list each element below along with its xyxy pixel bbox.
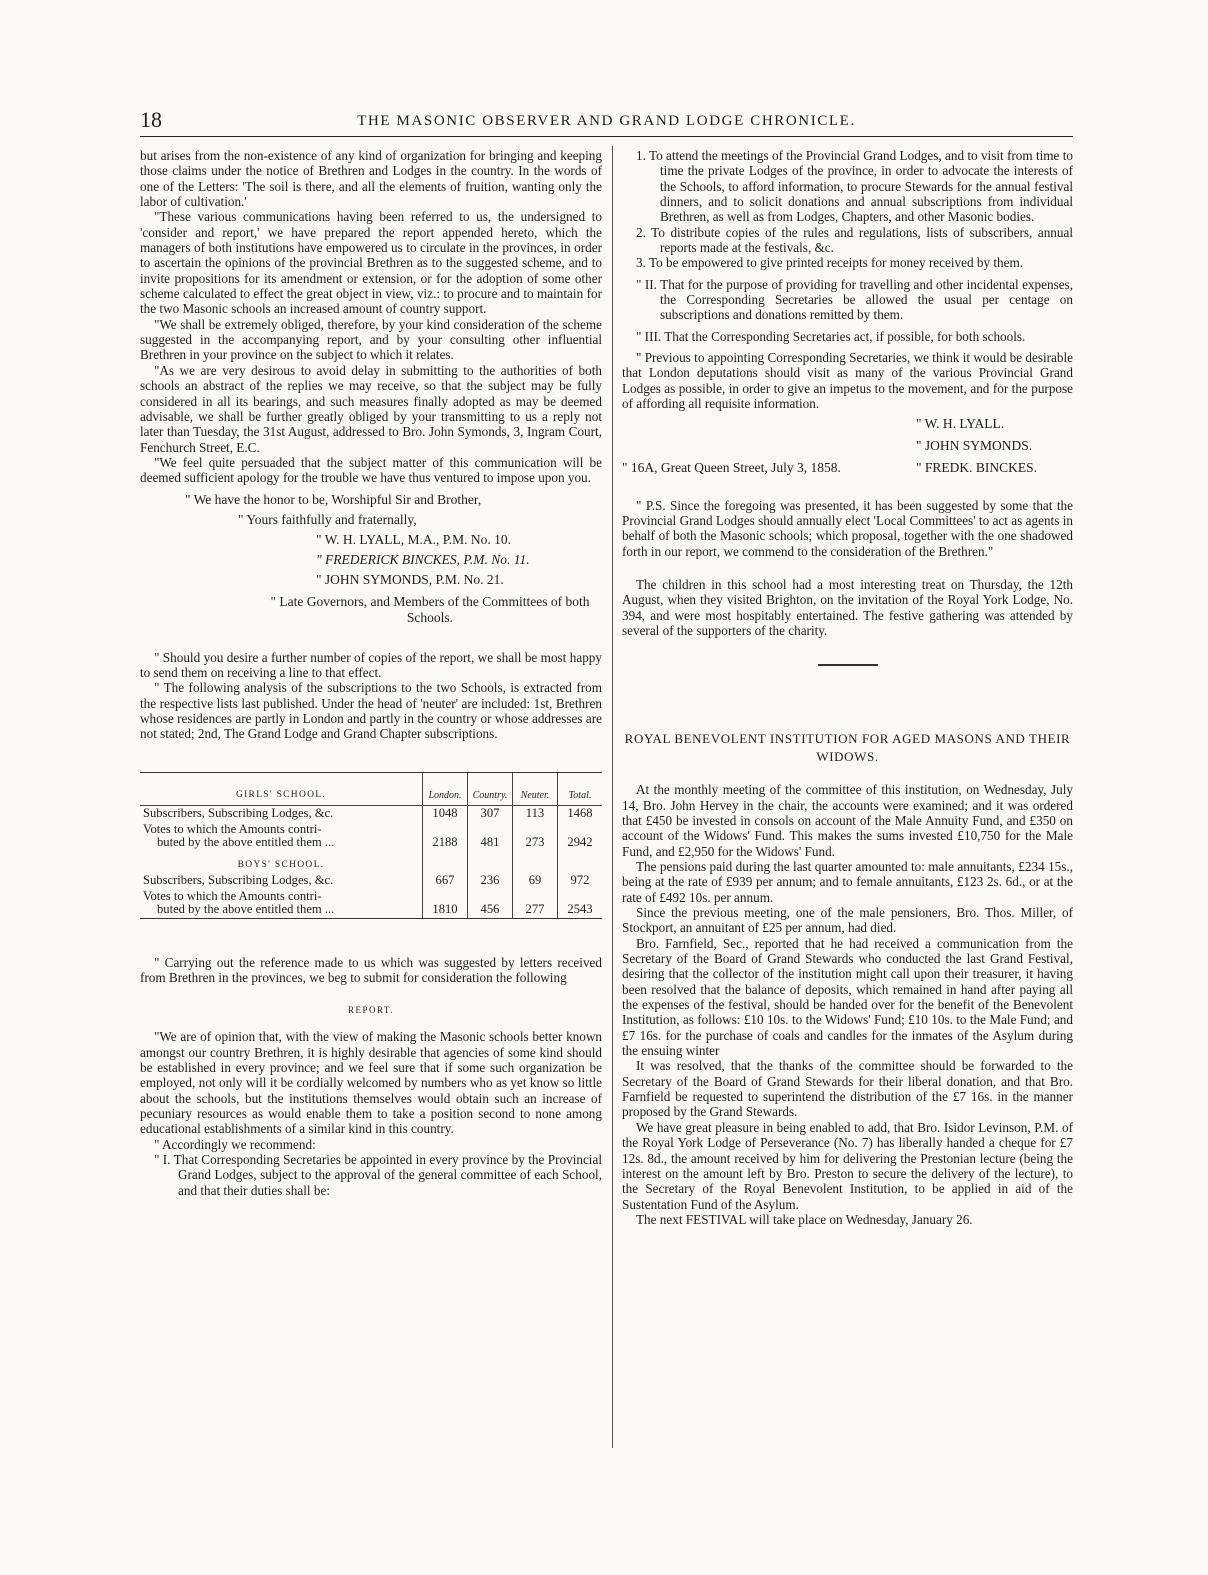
paragraph: The children in this school had a most interesting treat on Thursday, the 12th August, when they visited Brighton, on the invitation of the Royal York Lodge, No. 394, and were most hospitably entertained. The festive gathering was attended by several of the supporters of the charity.	[622, 576, 1073, 638]
table-row	[140, 873, 602, 889]
cell: 456	[468, 889, 513, 919]
signatory: " W. H. LYALL.	[916, 415, 1005, 431]
signatory: " JOHN SYMONDS, P.M. No. 21.	[316, 571, 504, 587]
cell	[558, 851, 603, 874]
paragraph: " Should you desire a further number of copies of the report, we shall be most happy to send them on receiving a line to that effect.	[140, 649, 602, 680]
row-label: Subscribers, Subscribing Lodges, &c.	[143, 873, 334, 888]
column-header: Neuter.	[513, 772, 558, 806]
signatory: " JOHN SYMONDS.	[916, 437, 1033, 453]
section-divider	[818, 664, 878, 666]
cell: 667	[423, 873, 468, 889]
signature-line	[622, 436, 1073, 458]
running-head: THE MASONIC OBSERVER AND GRAND LODGE CHRONICLE.	[357, 113, 856, 129]
signatory: " W. H. LYALL, M.A., P.M. No. 10.	[316, 531, 512, 547]
row-label	[140, 889, 423, 919]
paragraph: The pensions paid during the last quarter amounted to: male annuitants, £234 15s., being at the rate of £939 per annum; and to female annuitants, £123 2s. 6d., or at the rate of £492 10s. per annum.	[622, 858, 1073, 905]
cell: 236	[468, 873, 513, 889]
paragraph: "We are of opinion that, with the view of making the Masonic schools better known amongst our country Brethren, it is highly desirable that agencies of some kind should be established in every province; and we feel sure that if some such organization be employed, not only will it be cordially welcomed by numbers who as yet know so little about the schools, but the institutions themselves would obtain such an increase of pecuniary resources as would enable them to take a position second to none among educational establishments of a similar kind in this country.	[140, 1029, 602, 1137]
row-label: Subscribers, Subscribing Lodges, &c.	[143, 806, 334, 821]
cell: 1468	[558, 806, 603, 822]
cell: 972	[558, 873, 603, 889]
page-number: 18	[140, 107, 162, 132]
paragraph: It was resolved, that the thanks of the committee should be forwarded to the Secretary of the Board of Grand Stewards for their liberal donation, and that Bro. Farnfield be requested to superintend the distribution of the £7 16s. in the manner proposed by the Grand Stewards.	[622, 1058, 1073, 1120]
closing-line: " We have the honor to be, Worshipful Sir and Brother,	[185, 491, 482, 507]
cell: 481	[468, 822, 513, 851]
cell: 1810	[423, 889, 468, 919]
cell	[423, 851, 468, 874]
paragraph: We have great pleasure in being enabled to add, that Bro. Isidor Levinson, P.M. of the Royal York Lodge of Perseverance (No. 7) has liberally handed a cheque for £7 12s. 8d., the amount received by him for delivering the Prestonian lecture (being the interest on the amount left by Bro. Preston to secure the delivery of the lecture), to the Secretary of the Royal Benevolent Institution, to be applied in aid of the Sustentation Fund of the Asylum.	[622, 1119, 1073, 1212]
column-header: Country.	[468, 772, 513, 806]
postscript: " P.S. Since the foregoing was presented, it has been suggested by some that the Provincial Grand Lodges should annually elect 'Local Committees' to act as agents in behalf of both the Masonic schools; which proposal, together with the one shadowed forth in our report, we commend to the consideration of the Brethren."	[622, 497, 1073, 559]
duty-item: 1. To attend the meetings of the Provincial Grand Lodges, and to visit from time to time the private Lodges of the province, in order to advocate the interests of the Schools, to afford information, to procure Stewards for the annual festival dinners, and to solicit donations and annual subscriptions from individual Brethren, as well as from Lodges, Chapters, and other Masonic bodies.	[636, 148, 1073, 225]
cell: 307	[468, 806, 513, 822]
row-label-line: Votes to which the Amounts contri-	[143, 888, 322, 903]
table-row	[140, 822, 602, 851]
closing-line: " Yours faithfully and fraternally,	[238, 511, 417, 527]
header-rule	[140, 136, 1073, 137]
paragraph: Bro. Farnfield, Sec., reported that he had received a communication from the Secretary of the Board of Grand Stewards who conducted the last Grand Festival, desiring that the collector of the institution might call upon their treasurer, it having been resolved that the balance of deposits, which remained in hand after paying all the expenses of the festival, should be handed over for the benefit of the Benevolent Institution, as follows: £10 10s. to the Widows' Fund; £10 10s. to the Male Fund; and £7 16s. for the purchase of coals and candles for the inmates of the Asylum during the ensuing winter	[622, 935, 1073, 1059]
cell	[468, 851, 513, 874]
row-label-line: buted by the above entitled them ...	[157, 902, 335, 917]
girls-school-heading: GIRLS' SCHOOL.	[140, 772, 423, 806]
row-label-line: buted by the above entitled them ...	[157, 835, 335, 850]
committee-line: " Late Governors, and Members of the Committees of both Schools.	[270, 593, 590, 625]
signatory: " FREDK. BINCKES.	[916, 459, 1038, 475]
report-signatures	[622, 414, 1073, 480]
cell: 69	[513, 873, 558, 889]
paragraph: "We shall be extremely obliged, therefore, by your kind consideration of the scheme suggested in the accompanying report, and by your consulting other influential Brethren in your province on the subject to which it relates.	[140, 316, 602, 363]
boys-school-heading: BOYS' SCHOOL.	[237, 859, 325, 870]
page-header	[140, 108, 1073, 132]
right-column	[622, 148, 1073, 1227]
cell	[513, 851, 558, 874]
paragraph: " The following analysis of the subscriptions to the two Schools, is extracted from the respective lists last published. Under the head of 'neuter' are included: 1st, Brethren whose residences are partly in London and partly in the country or whose addresses are not stated; 2nd, The Grand Lodge and Grand Chapter subscriptions.	[140, 680, 602, 742]
duty-item: 2. To distribute copies of the rules and regulations, lists of subscribers, annual reports made at the festivals, &c.	[636, 224, 1073, 256]
paragraph: "These various communications having been referred to us, the undersigned to 'consider and report,' we have prepared the report appended hereto, which the managers of both institutions have empowered us to circulate in the provinces, in order to ascertain the opinions of the provincial Brethren as to the suggested scheme, and to invite propositions for its amendment or extension, or for the adoption of some other scheme calculated to effect the great object in view, viz.: to procure and to maintain for the two Masonic schools an increased amount of country support.	[140, 209, 602, 317]
table-row	[140, 806, 602, 822]
row-label-line: Votes to which the Amounts contri-	[143, 821, 322, 836]
paragraph: "As we are very desirous to avoid delay in submitting to the authorities of both schools an abstract of the replies we may receive, so that the subject may be fully considered in all its bearings, and such measures finally adopted as may be deemed advisable, we shall be further greatly obliged by your transmitting to us a reply not later than Tuesday, the 31st August, addressed to Bro. John Symonds, 3, Ingram Court, Fenchurch Street, E.C.	[140, 362, 602, 455]
column-header: Total.	[558, 772, 603, 806]
signature-line	[622, 414, 1073, 436]
left-column	[140, 148, 602, 1198]
cell: 273	[513, 822, 558, 851]
recommendation-item: " I. That Corresponding Secretaries be appointed in every province by the Provincial Grand Lodges, subject to the approval of the general committee of each School, and that their duties shall be:	[154, 1152, 602, 1198]
report-heading: REPORT.	[347, 1005, 395, 1016]
signature-block	[140, 490, 602, 626]
cell: 2188	[423, 822, 468, 851]
cell: 113	[513, 806, 558, 822]
duty-item: 3. To be empowered to give printed receipts for money received by them.	[636, 255, 1024, 271]
cell: 2942	[558, 822, 603, 851]
paragraph: Since the previous meeting, one of the male pensioners, Bro. Thos. Miller, of Stockport, an annuitant of £25 per annum, had died.	[622, 905, 1073, 936]
table-header-row	[140, 772, 602, 806]
cell: 2543	[558, 889, 603, 919]
column-rule	[612, 146, 613, 1448]
subscription-table	[140, 772, 602, 919]
paragraph: " Accordingly we recommend:	[154, 1136, 316, 1152]
paragraph: The next FESTIVAL will take place on Wednesday, January 26.	[636, 1211, 973, 1227]
paragraph: but arises from the non-existence of any kind of organization for bringing and keeping those claims under the notice of Brethren and Lodges in the country. In the words of one of the Letters: 'The soil is there, and all the elements of fruition, wanting only the labor of cultivation.'	[140, 148, 602, 210]
report-address: " 16A, Great Queen Street, July 3, 1858.	[622, 459, 841, 475]
paragraph: " Previous to appointing Corresponding Secretaries, we think it would be desirable that London deputations should visit as many of the various Provincial Grand Lodges as possible, in order to give an impetus to the movement, and for the purpose of affording all requisite information.	[622, 350, 1073, 412]
table-row	[140, 889, 602, 919]
paragraph: " Carrying out the reference made to us which was suggested by letters received from Brethren in the provinces, we beg to submit for consideration the following	[140, 954, 602, 985]
table-section-row	[140, 851, 602, 874]
cell: 1048	[423, 806, 468, 822]
signatory: " FREDERICK BINCKES, P.M. No. 11.	[316, 551, 530, 567]
row-label	[140, 822, 423, 851]
recommendation-item: " III. That the Corresponding Secretaries act, if possible, for both schools.	[636, 328, 1026, 344]
recommendation-item: " II. That for the purpose of providing for travelling and other incidental expenses, the Corresponding Secretaries be allowed the usual per centage on subscriptions and donations remitted by them.	[636, 276, 1073, 323]
signature-line	[622, 458, 1073, 480]
column-header: London.	[423, 772, 468, 806]
paragraph: At the monthly meeting of the committee of this institution, on Wednesday, July 14, Bro. John Hervey in the chair, the accounts were examined; and it was ordered that £450 be invested in consols on account of the Male Annuity Fund, and £350 on account of the Widows' Fund. This makes the sums invested £10,750 for the Male Fund, and £2,950 for the Widows' Fund.	[622, 782, 1073, 859]
paragraph: "We feel quite persuaded that the subject matter of this communication will be deemed sufficient apology for the trouble we have thus ventured to impose upon you.	[140, 454, 602, 486]
cell: 277	[513, 889, 558, 919]
section-heading: ROYAL BENEVOLENT INSTITUTION FOR AGED MASONS AND THEIR WIDOWS.	[624, 731, 1071, 765]
